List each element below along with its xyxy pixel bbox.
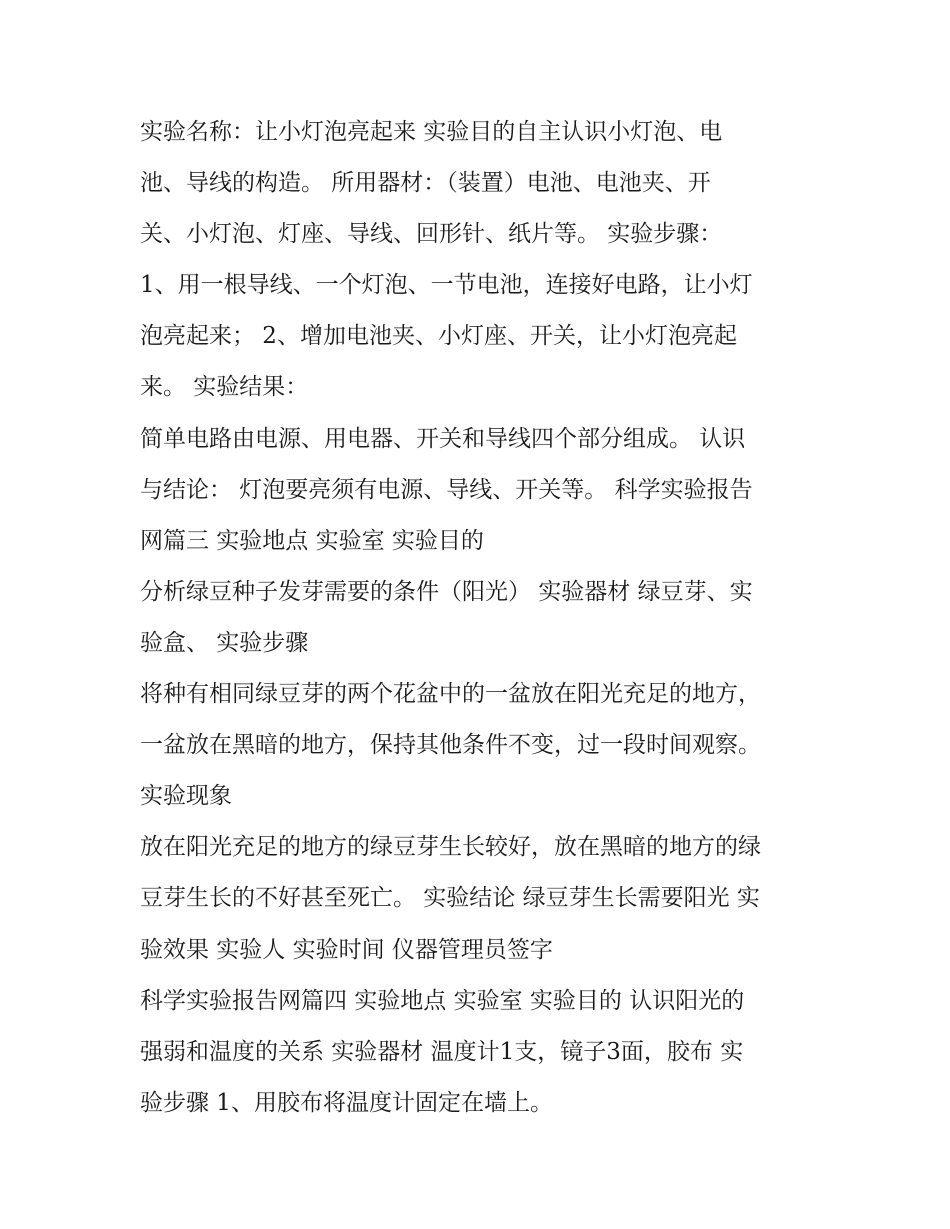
text-line: 泡亮起来； 2、增加电池夹、小灯座、开关，让小灯泡亮起 — [140, 323, 737, 350]
text-line: 实验名称：让小灯泡亮起来 实验目的自主认识小灯泡、电 — [140, 119, 723, 145]
text-line: 一盆放在黑暗的地方，保持其他条件不变，过一段时间观察。 — [140, 732, 761, 759]
text-line: 1、用一根导线、一个灯泡、一节电池，连接好电路，让小灯 — [140, 272, 753, 299]
text-line: 豆芽生长的不好甚至死亡。 实验结论 绿豆芽生长需要阳光 实 — [140, 885, 760, 912]
text-line: 放在阳光充足的地方的绿豆芽生长较好，放在黑暗的地方的绿 — [140, 834, 761, 861]
text-line: 将种有相同绿豆芽的两个花盆中的一盆放在阳光充足的地方， — [140, 681, 761, 708]
text-line: 关、小灯泡、灯座、导线、回形针、纸片等。 实验步骤： — [140, 221, 723, 248]
text-line: 网篇三 实验地点 实验室 实验目的 — [140, 527, 484, 554]
text-line: 与结论： 灯泡要亮须有电源、导线、开关等。 科学实验报告 — [140, 476, 753, 503]
text-line: 验步骤 1、用胶布将温度计固定在墙上。 — [140, 1089, 553, 1116]
text-line: 科学实验报告网篇四 实验地点 实验室 实验目的 认识阳光的 — [140, 987, 745, 1014]
text-line: 验效果 实验人 实验时间 仪器管理员签字 — [140, 936, 553, 963]
text-line: 强弱和温度的关系 实验器材 温度计1支，镜子3面，胶布 实 — [140, 1038, 744, 1065]
text-line: 分析绿豆种子发芽需要的条件（阳光） 实验器材 绿豆芽、实 — [140, 578, 753, 605]
text-line: 简单电路由电源、用电器、开关和导线四个部分组成。 认识 — [140, 425, 746, 452]
text-line: 验盒、 实验步骤 — [140, 629, 309, 656]
text-line: 实验现象 — [140, 783, 232, 810]
document-body — [140, 107, 830, 1129]
text-line: 来。 实验结果： — [140, 374, 309, 401]
text-line: 池、导线的构造。 所用器材：（装置）电池、电池夹、开 — [140, 170, 711, 197]
